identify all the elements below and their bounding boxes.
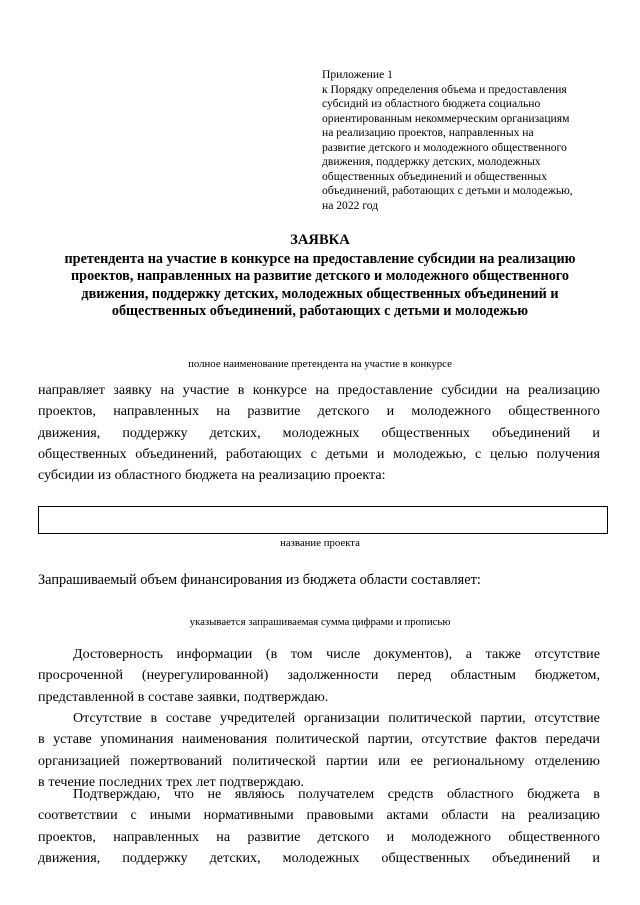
word: области [441,807,489,824]
word: Достоверность [73,646,163,662]
appendix-header [322,68,612,213]
word: движения, [38,849,101,866]
word: отделению [534,752,600,769]
word: поддержку [122,849,188,866]
word: подтверждаю. [243,688,329,705]
word: областным [450,667,516,684]
justified-line [38,848,600,869]
word: объединений [491,849,571,866]
word: бюджетом, [534,667,600,684]
word: подтверждаю. [219,773,305,790]
word: составе [148,688,194,705]
word: общественных [381,849,470,866]
requested-amount-line: Запрашиваемый объем финансирования из бюджета области составляет: [38,572,481,588]
appendix-line: ориентированным некоммерческим организациям [322,111,570,125]
word: (неурегулированной) [141,667,269,684]
justified-line [38,784,600,805]
word: на [315,382,330,398]
word: молодежного [411,828,492,845]
word: детского [317,403,370,420]
applicant-name-caption: полное наименование претендента на участие в конкурсе [188,358,452,370]
word: реализацию [528,807,600,824]
word: партии, [480,710,526,726]
word: молодежных [282,849,360,866]
word: наименования [181,731,268,748]
justified-line [38,380,600,401]
word: учредителей [219,710,296,726]
word: политической [388,710,472,726]
word: нормативными [203,807,294,824]
word: с [130,807,137,824]
word: в [237,382,245,398]
word: молодежных [282,424,360,441]
document-title [30,232,610,321]
word: проектов, [38,403,96,420]
word: а [465,646,473,662]
justified-line [38,444,600,465]
word: направляет [38,382,105,398]
word: Отсутствие [73,710,142,726]
word: Подтверждаю, [73,786,161,802]
word: с [310,445,317,462]
word: течение [48,773,96,790]
word: или [378,752,401,769]
word: на [501,807,516,824]
word: проекта: [334,467,386,484]
word: получения [536,445,600,462]
word: участие [182,382,230,398]
word: (в [265,646,278,662]
word: направленных [113,403,200,420]
word: перед [397,667,432,684]
word: на [216,828,231,845]
word: пожертвований [130,752,223,769]
paragraph-application [38,380,600,486]
word: в [137,688,145,705]
justified-line [38,827,600,848]
word: представленной [38,688,135,705]
word: в [38,773,45,790]
word: и [592,424,600,441]
appendix-line: на реализацию проектов, направленных на [322,126,534,139]
justified-line [38,401,600,422]
word: просроченной [38,667,123,684]
word: соответствии [38,807,118,824]
word: общественного [508,828,600,845]
word: детьми [325,445,369,462]
word: в [150,710,158,726]
word: работающих [225,445,302,462]
word: не [207,786,222,802]
word: общественных [38,445,127,462]
justified-line [38,423,600,444]
word: с [474,445,482,462]
word: на [241,467,256,484]
word: и [386,403,395,420]
justified-line [38,805,600,826]
word: бюджета [527,786,580,802]
word: средств [387,786,434,802]
word: на [216,403,231,420]
appendix-line: движения, поддержку детских, молодежных [322,155,541,168]
word: на [505,382,520,398]
word: уставе [53,731,92,748]
paragraph-confirmation [38,784,600,869]
word: молодежного [411,403,492,420]
word: отсутствие [534,710,600,726]
word: также [485,646,521,662]
word: общественного [508,403,600,420]
word: и [376,445,385,462]
project-name-caption: название проекта [280,537,360,549]
word: детских, [209,424,261,441]
word: молодежью, [393,445,467,462]
word: заявки, [197,688,241,705]
word: субсидии [38,467,95,484]
appendix-line: субсидий из областного бюджета социально [322,97,541,110]
word: поддержку [122,424,188,441]
word: правовыми [306,807,374,824]
word: целью [490,445,528,462]
word: том [290,646,313,662]
word: фактов [495,731,538,748]
word: что [173,786,194,802]
word: направленных [113,828,200,845]
word: партии, [367,731,413,748]
word: движения, [38,424,101,441]
word: и [386,828,395,845]
word: реализацию [528,382,600,398]
word: и [592,849,600,866]
word: развитие [247,403,301,420]
word: из [97,467,111,484]
word: трех [166,773,193,790]
word: документов), [373,646,453,662]
word: в [593,786,600,802]
title-line: претендента на участие в конкурсе на предоставление субсидии на реализацию [64,250,576,267]
word: иными [149,807,191,824]
justified-line [38,465,600,486]
word: ее [410,752,423,769]
word: реализацию [258,467,331,484]
justified-line [38,729,600,750]
project-name-field[interactable] [38,506,608,534]
word: составе [165,710,212,726]
justified-line [38,708,600,729]
word: общественных [381,424,470,441]
word: в [38,731,45,748]
word: конкурсе [252,382,307,398]
word: предоставление [337,382,433,398]
justified-line [38,751,600,772]
word: партии [325,752,368,769]
word: развитие [247,828,301,845]
word: отсутствие [534,646,600,662]
word: бюджета [184,467,238,484]
word: актами [386,807,429,824]
paragraph-reliability [38,644,600,708]
word: детского [317,828,370,845]
word: областного [114,467,182,484]
word: последних [98,773,163,790]
amount-caption: указывается запрашиваемая сумма цифрами и прописью [189,616,451,628]
word: областного [446,786,514,802]
paragraph-political-party [38,708,600,793]
word: числе [326,646,361,662]
justified-line [38,687,600,708]
word: организации [303,710,380,726]
word: организацией [38,752,120,769]
title-line: проектов, направленных на развитие детского и молодежного общественного [71,268,569,285]
appendix-line: на 2022 год [322,198,379,212]
title-line: движения, поддержку детских, молодежных общественных объединений и [81,285,559,302]
word: получателем [298,786,375,802]
appendix-line: развитие детского и молодежного общественного [322,140,567,154]
appendix-line: объединений, работающих с детьми и молодежью, [322,184,573,197]
word: субсидии [441,382,498,398]
justified-line [38,644,600,665]
appendix-line: к Порядку определения объема и предоставления [322,82,567,96]
appendix-line: Приложение 1 [322,68,393,81]
word: задолженности [287,667,379,684]
word: передачи [545,731,600,748]
word: объединений [491,424,571,441]
justified-line [38,665,600,686]
word: политической [232,752,316,769]
word: заявку [113,382,152,398]
word: информации [176,646,253,662]
word: объединений, [135,445,218,462]
word: проектов, [38,828,96,845]
word: на [160,382,175,398]
appendix-line: общественных объединений и общественных [322,169,547,183]
word: отсутствие [421,731,487,748]
word: являюсь [234,786,285,802]
word: лет [196,773,216,790]
word: детских, [209,849,261,866]
title-line: общественных объединений, работающих с детьми и молодежью [111,303,529,320]
word: упоминания [100,731,174,748]
word: региональному [433,752,525,769]
word: политической [275,731,360,748]
title-main: ЗАЯВКА [290,232,350,248]
